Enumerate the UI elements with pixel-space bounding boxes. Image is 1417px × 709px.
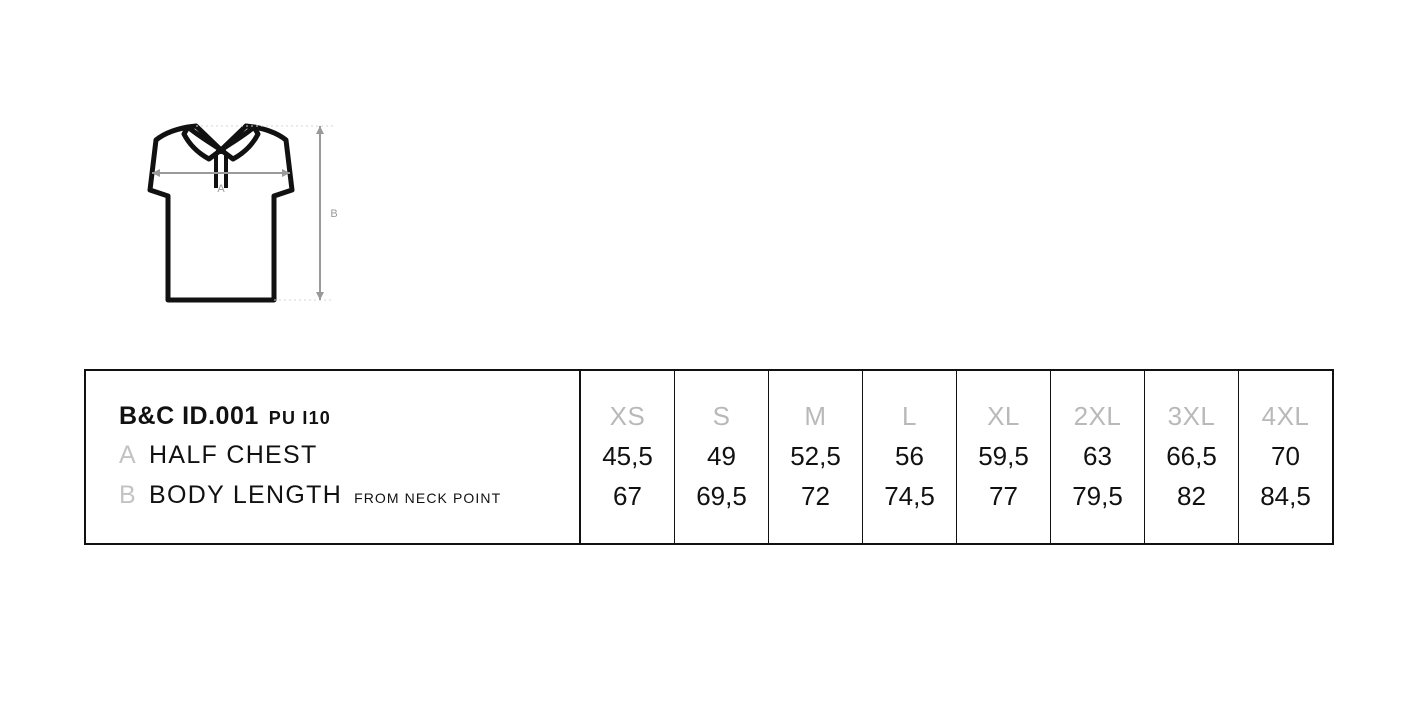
measurement-letter-a: A xyxy=(119,441,137,469)
measurement-row-b xyxy=(119,481,501,510)
measurement-note-b: FROM NECK POINT xyxy=(354,490,502,506)
measurement-row-a xyxy=(119,441,330,470)
body-length-value: 82 xyxy=(1177,481,1206,511)
measurement-name-b: BODY LENGTH xyxy=(149,481,343,509)
half-chest-value: 45,5 xyxy=(602,441,653,471)
size-column-s xyxy=(675,371,769,543)
size-chart-table xyxy=(84,369,1334,545)
style-reference: PU I10 xyxy=(268,408,331,428)
size-column-3xl xyxy=(1145,371,1239,543)
half-chest-value: 66,5 xyxy=(1166,441,1217,471)
body-length-value: 77 xyxy=(989,481,1018,511)
measurement-name-a: HALF CHEST xyxy=(149,441,318,469)
body-length-value: 84,5 xyxy=(1260,481,1311,511)
size-column-xl xyxy=(957,371,1051,543)
size-column-2xl xyxy=(1051,371,1145,543)
size-header: L xyxy=(902,401,917,431)
size-header: S xyxy=(712,401,731,431)
size-header: XS xyxy=(609,401,646,431)
size-header: 3XL xyxy=(1167,401,1216,431)
measurement-letter-b: B xyxy=(119,481,137,509)
dimension-b-label: B xyxy=(330,208,338,220)
half-chest-value: 49 xyxy=(707,441,736,471)
size-header: 4XL xyxy=(1261,401,1310,431)
polo-shirt-icon xyxy=(96,110,346,310)
dimension-a-label: A xyxy=(217,183,225,195)
half-chest-value: 70 xyxy=(1271,441,1300,471)
size-column-xs xyxy=(581,371,675,543)
half-chest-value: 56 xyxy=(895,441,924,471)
style-code: B&C ID.001 xyxy=(119,402,259,430)
size-header: XL xyxy=(987,401,1020,431)
half-chest-value: 52,5 xyxy=(790,441,841,471)
size-column-l xyxy=(863,371,957,543)
half-chest-value: 63 xyxy=(1083,441,1112,471)
size-header: M xyxy=(804,401,827,431)
size-column-m xyxy=(769,371,863,543)
garment-diagram xyxy=(96,110,346,310)
body-length-value: 74,5 xyxy=(884,481,935,511)
size-header: 2XL xyxy=(1073,401,1122,431)
body-length-value: 72 xyxy=(801,481,830,511)
style-title xyxy=(119,402,331,431)
half-chest-value: 59,5 xyxy=(978,441,1029,471)
body-length-value: 79,5 xyxy=(1072,481,1123,511)
measurement-label-block xyxy=(86,371,581,543)
body-length-value: 67 xyxy=(613,481,642,511)
size-column-4xl xyxy=(1239,371,1332,543)
body-length-value: 69,5 xyxy=(696,481,747,511)
